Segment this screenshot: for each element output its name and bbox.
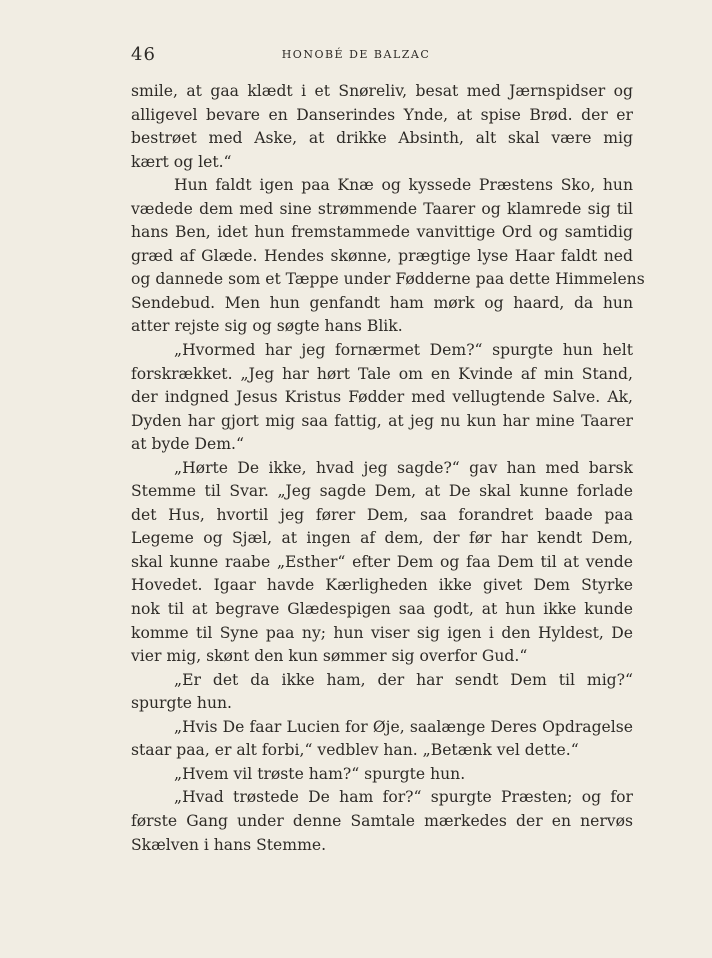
text-line: Sendebud. Men hun genfandt ham mørk og haard, da hun [131, 293, 633, 312]
text-line: det Hus, hvortil jeg fører Dem, saa forandret baade paa [131, 505, 633, 524]
text-line: „Hvad trøstede De ham for?“ spurgte Præsten; og for [174, 788, 633, 807]
text-line: smile, at gaa klædt i et Snøreliv, besat med Jærnspidser og [131, 82, 633, 100]
text-line: der indgned Jesus Kristus Fødder med vellugtende Salve. Ak, [131, 388, 633, 407]
text-line: forskrækket. „Jeg har hørt Tale om en Kvinde af min Stand, [131, 364, 633, 383]
text-line: nok til at begrave Glædespigen saa godt, at hun ikke kunde [131, 600, 633, 619]
text-line: „Hvis De faar Lucien for Øje, saalænge Deres Opdragelse [174, 717, 633, 736]
text-line: Dyden har gjort mig saa fattig, at jeg nu kun har mine Taarer [131, 411, 633, 430]
text-line: Hun faldt igen paa Knæ og kyssede Præstens Sko, hun [174, 176, 633, 195]
text-line: og dannede som et Tæppe under Fødderne paa dette Himmelens [131, 270, 645, 289]
page-header [0, 44, 712, 66]
text-line: vier mig, skønt den kun sømmer sig overfor Gud.“ [131, 647, 528, 666]
text-line: Legeme og Sjæl, at ingen af dem, der før har kendt Dem, [131, 529, 633, 548]
text-line: at byde Dem.“ [131, 435, 244, 454]
text-line: „Hvormed har jeg fornærmet Dem?“ spurgte hun helt [174, 341, 633, 360]
running-title: HONOBÉ DE BALZAC [281, 48, 431, 61]
text-line: vædede dem med sine strømmende Taarer og klamrede sig til [131, 199, 633, 218]
text-line: „Hørte De ikke, hvad jeg sagde?“ gav han med barsk [174, 458, 633, 477]
text-line: græd af Glæde. Hendes skønne, prægtige lyse Haar faldt ned [131, 246, 633, 265]
text-line: spurgte hun. [131, 694, 233, 713]
text-line: første Gang under denne Samtale mærkedes der en nervøs [131, 811, 633, 830]
text-line: kært og let.“ [131, 152, 232, 171]
text-line: skal kunne raabe „Esther“ efter Dem og faa Dem til at vende [131, 552, 633, 571]
text-line: Skælven i hans Stemme. [131, 835, 327, 854]
body-text [131, 80, 645, 857]
text-line: „Er det da ikke ham, der har sendt Dem til mig?“ [174, 670, 633, 689]
text-line: staar paa, er alt forbi,“ vedblev han. „Betænk vel dette.“ [131, 741, 579, 760]
text-line: komme til Syne paa ny; hun viser sig igen i den Hyldest, De [131, 623, 633, 642]
page-number: 46 [131, 44, 156, 65]
text-line: atter rejste sig og søgte hans Blik. [131, 317, 403, 336]
text-line: „Hvem vil trøste ham?“ spurgte hun. [174, 764, 466, 783]
text-line: alligevel bevare en Danserindes Ynde, at spise Brød. der er [131, 105, 633, 124]
text-line: Hovedet. Igaar havde Kærligheden ikke givet Dem Styrke [131, 576, 633, 595]
text-line: bestrøet med Aske, at drikke Absinth, alt skal være mig [131, 129, 633, 148]
text-line: hans Ben, idet hun fremstammede vanvittige Ord og samtidig [131, 223, 633, 242]
text-line: Stemme til Svar. „Jeg sagde Dem, at De skal kunne forlade [131, 482, 633, 501]
